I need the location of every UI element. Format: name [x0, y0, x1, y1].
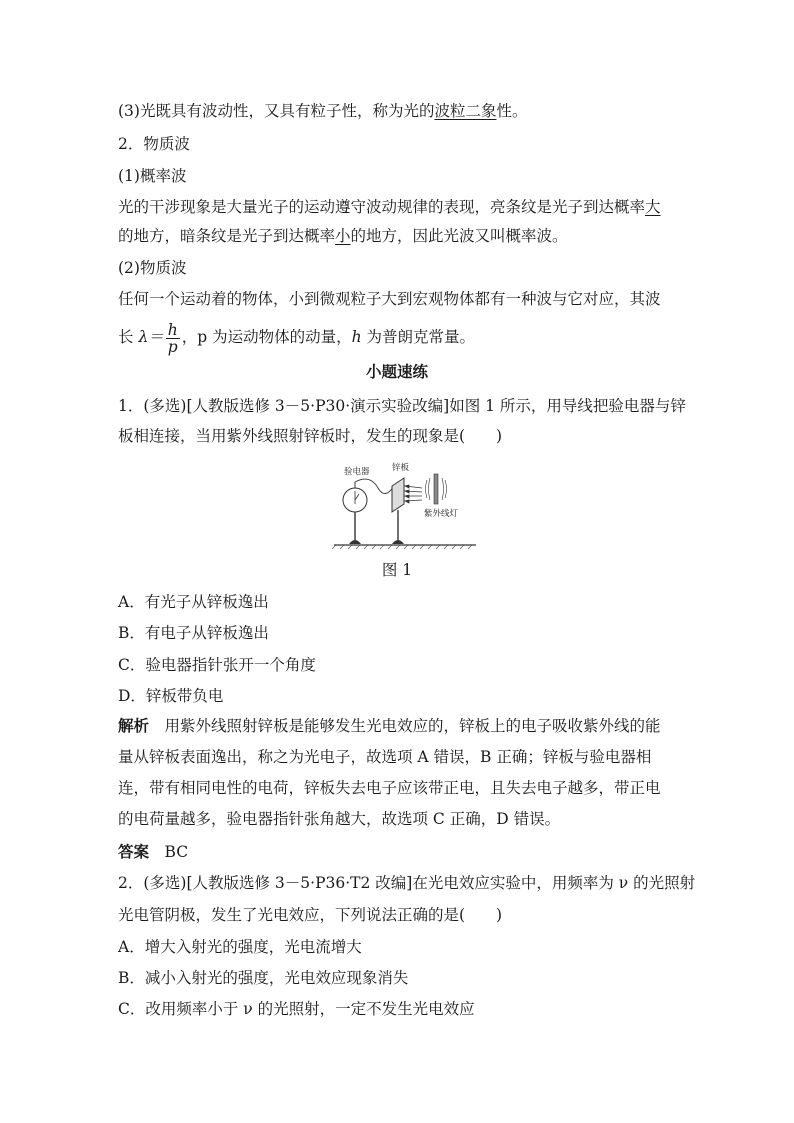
analysis-line-4: 的电荷量越多，验电器指针张角越大，故选项 C 正确，D 错误。 — [118, 810, 561, 828]
subheading-probability-wave: (1)概率波 — [118, 167, 187, 185]
paragraph-probability-2 — [118, 226, 678, 246]
analysis-line-2: 量从锌板表面逸出，称之为光电子，故选项 A 错误，B 正确；锌板与验电器相 — [118, 748, 652, 766]
fraction-denominator: p — [167, 337, 178, 356]
paragraph-matter-1: 任何一个运动着的物体，小到微观粒子大到宏观物体都有一种波与它对应，其波 — [118, 290, 661, 308]
q2-option-a: A．增大入射光的强度，光电流增大 — [118, 938, 362, 956]
text: 长 — [118, 328, 134, 346]
answer-value: BC — [149, 843, 189, 861]
text: 性。 — [496, 102, 528, 120]
analysis-label: 解析 — [118, 716, 150, 735]
question-2-line-2: 光电管阴极，发生了光电效应，下列说法正确的是( ) — [118, 906, 503, 924]
lambda-symbol: λ＝ — [138, 328, 164, 346]
q1-option-d: D．锌板带负电 — [118, 687, 224, 705]
subheading-matter-wave: (2)物质波 — [118, 259, 187, 277]
underlined-term: 小 — [335, 227, 351, 245]
q1-option-c: C．验电器指针张开一个角度 — [118, 656, 316, 674]
underlined-term: 大 — [645, 198, 661, 216]
fraction-numerator: h — [167, 320, 178, 339]
text: 光的干涉现象是大量光子的运动遵守波动规律的表现，亮条纹是光子到达概率 — [118, 198, 646, 216]
planck-symbol: h — [351, 328, 362, 346]
q1-option-a: A．有光子从锌板逸出 — [118, 593, 269, 611]
q1-option-b: B．有电子从锌板逸出 — [118, 624, 269, 642]
analysis-line-3: 连，带有相同电性的电荷，锌板失去电子应该带正电，且失去电子越多，带正电 — [118, 779, 661, 797]
text: (3)光既具有波动性，又具有粒子性，称为光的 — [118, 102, 435, 120]
figure-1-caption: 图 1 — [381, 561, 413, 579]
figure-1-apparatus — [330, 460, 480, 550]
practice-title: 小题速练 — [365, 362, 428, 381]
q2-option-b: B．减小入射光的强度，光电效应现象消失 — [118, 969, 409, 987]
text: 的地方，暗条纹是光子到达概率 — [118, 227, 336, 245]
answer-label: 答案 — [118, 842, 150, 861]
question-2-line-1: 2．(多选)[人教版选修 3－5·P36·T2 改编]在光电效应实验中，用频率为 ν 的光照射 — [118, 874, 696, 892]
analysis-line-1 — [118, 716, 678, 736]
q2-option-c: C．改用频率小于 ν 的光照射，一定不发生光电效应 — [118, 1000, 475, 1018]
answer-line — [118, 842, 678, 862]
text: 为普朗克常量。 — [361, 328, 476, 346]
underlined-term: 波粒二象 — [434, 102, 497, 120]
wavelength-fraction — [166, 322, 180, 355]
question-1-line-2: 板相连接，当用紫外线照射锌板时，发生的现象是( ) — [118, 427, 503, 445]
paragraph-probability-1 — [118, 197, 678, 217]
paragraph-wave-particle — [118, 101, 678, 121]
label-electroscope: 验电器 — [344, 467, 370, 477]
label-zinc-plate: 锌板 — [392, 463, 410, 473]
label-uv-lamp: 紫外线灯 — [424, 509, 459, 519]
text: 的地方，因此光波又叫概率波。 — [350, 227, 568, 245]
text: 用紫外线照射锌板是能够发生光电效应的，锌板上的电子吸收紫外线的能 — [149, 717, 661, 735]
paragraph-matter-2 — [118, 318, 678, 356]
heading-matter-wave: 2．物质波 — [118, 135, 190, 153]
question-1-line-1: 1．(多选)[人教版选修 3－5·P30·演示实验改编]如图 1 所示，用导线把验电器与锌 — [118, 397, 686, 415]
text: ，p 为运动物体的动量， — [181, 328, 352, 346]
